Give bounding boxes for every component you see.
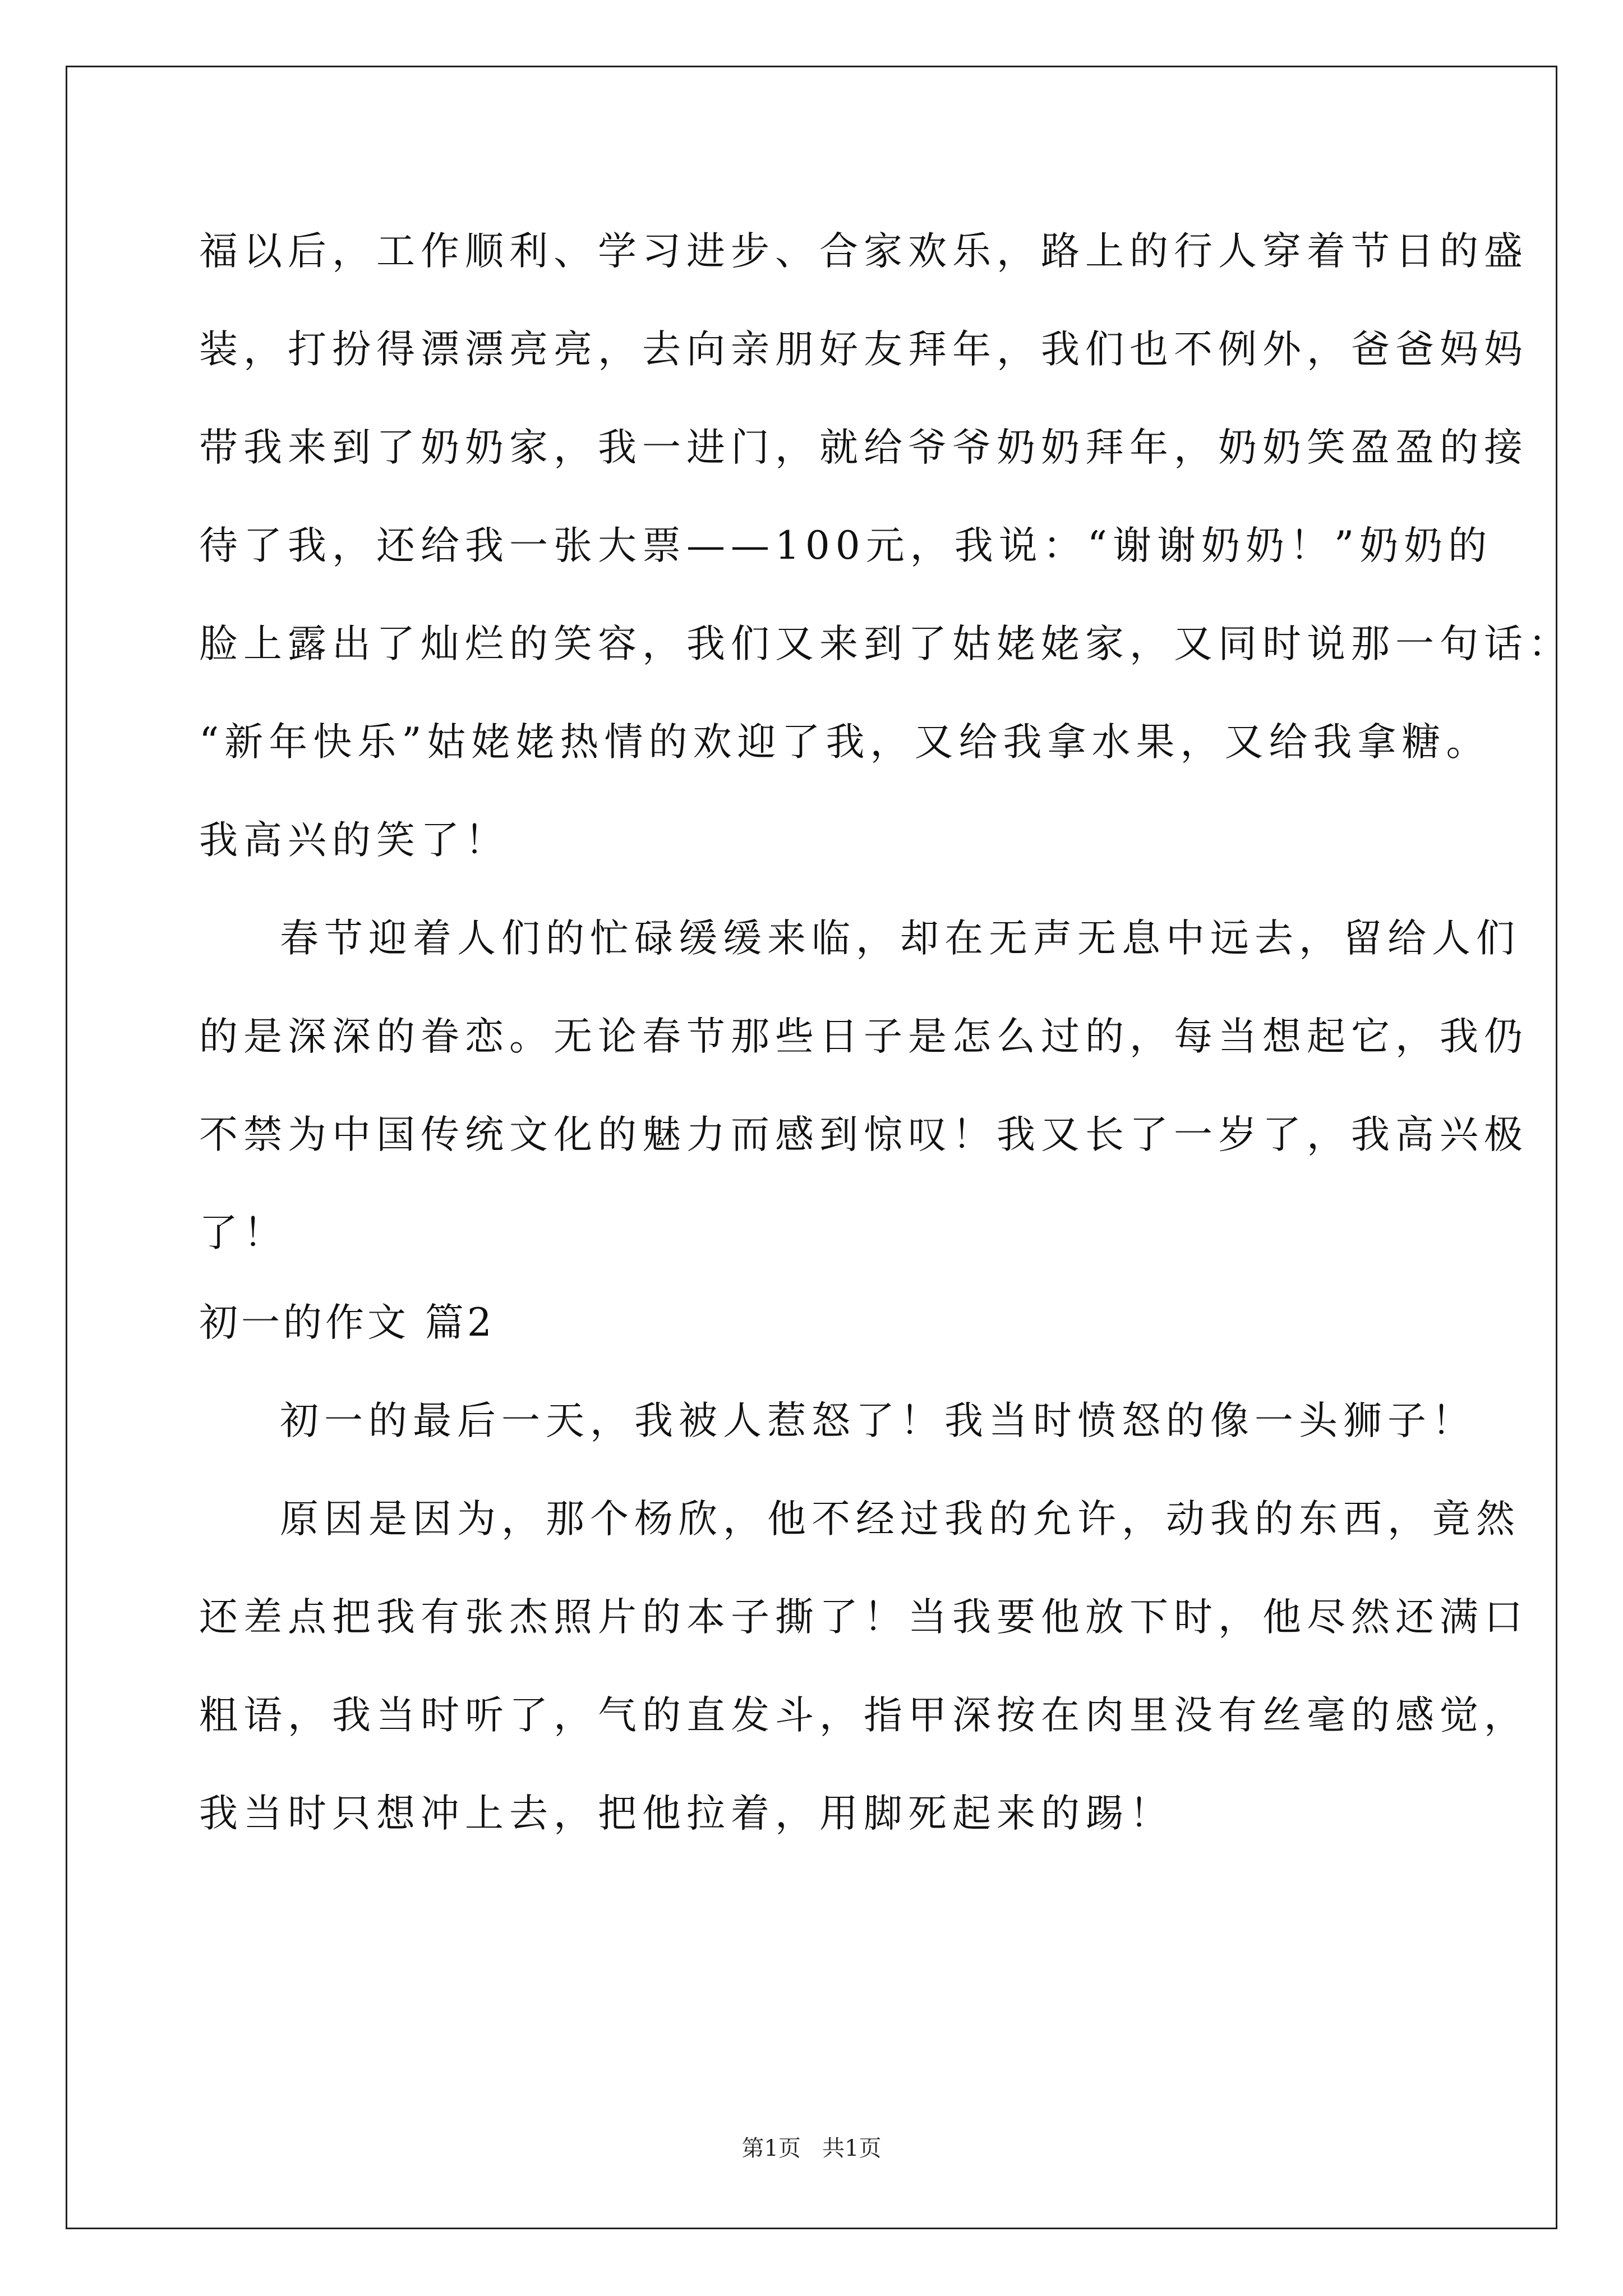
- section-heading: 初一的作文 篇2: [199, 1300, 495, 1345]
- page-footer: 第1页 共1页: [741, 2136, 882, 2161]
- paragraph-line: “新年快乐”姑姥姥热情的欢迎了我，又给我拿水果，又给我拿糖。: [199, 720, 1491, 765]
- paragraph-line: 粗语，我当时听了，气的直发斗，指甲深按在肉里没有丝毫的感觉，: [199, 1693, 1528, 1738]
- paragraph-line: 福以后，工作顺利、学习进步、合家欢乐，路上的行人穿着节日的盛: [199, 229, 1528, 274]
- paragraph-line: 春节迎着人们的忙碌缓缓来临，却在无声无息中远去，留给人们: [280, 916, 1520, 961]
- paragraph-line: 脸上露出了灿烂的笑容，我们又来到了姑姥姥家，又同时说那一句话：: [199, 622, 1573, 666]
- paragraph-line: 不禁为中国传统文化的魅力而感到惊叹！我又长了一岁了，我高兴极: [199, 1112, 1528, 1157]
- paragraph-line: 初一的最后一天，我被人惹怒了！我当时愤怒的像一头狮子！: [280, 1398, 1476, 1443]
- paragraph-line: 的是深深的眷恋。无论春节那些日子是怎么过的，每当想起它，我仍: [199, 1014, 1528, 1059]
- paragraph-line: 带我来到了奶奶家，我一进门，就给爷爷奶奶拜年，奶奶笑盈盈的接: [199, 425, 1528, 470]
- paragraph-line: 装，打扮得漂漂亮亮，去向亲朋好友拜年，我们也不例外，爸爸妈妈: [199, 327, 1528, 372]
- paragraph-line: 我高兴的笑了！: [199, 818, 509, 863]
- paragraph-line: 待了我，还给我一张大票——100元，我说：“谢谢奶奶！”奶奶的: [199, 523, 1493, 568]
- paragraph-line: 了！: [199, 1211, 288, 1255]
- paragraph-line: 还差点把我有张杰照片的本子撕了！当我要他放下时，他尽然还满口: [199, 1595, 1528, 1640]
- paragraph-line: 原因是因为，那个杨欣，他不经过我的允许，动我的东西，竟然: [280, 1497, 1520, 1542]
- paragraph-line: 我当时只想冲上去，把他拉着，用脚死起来的踢！: [199, 1791, 1174, 1836]
